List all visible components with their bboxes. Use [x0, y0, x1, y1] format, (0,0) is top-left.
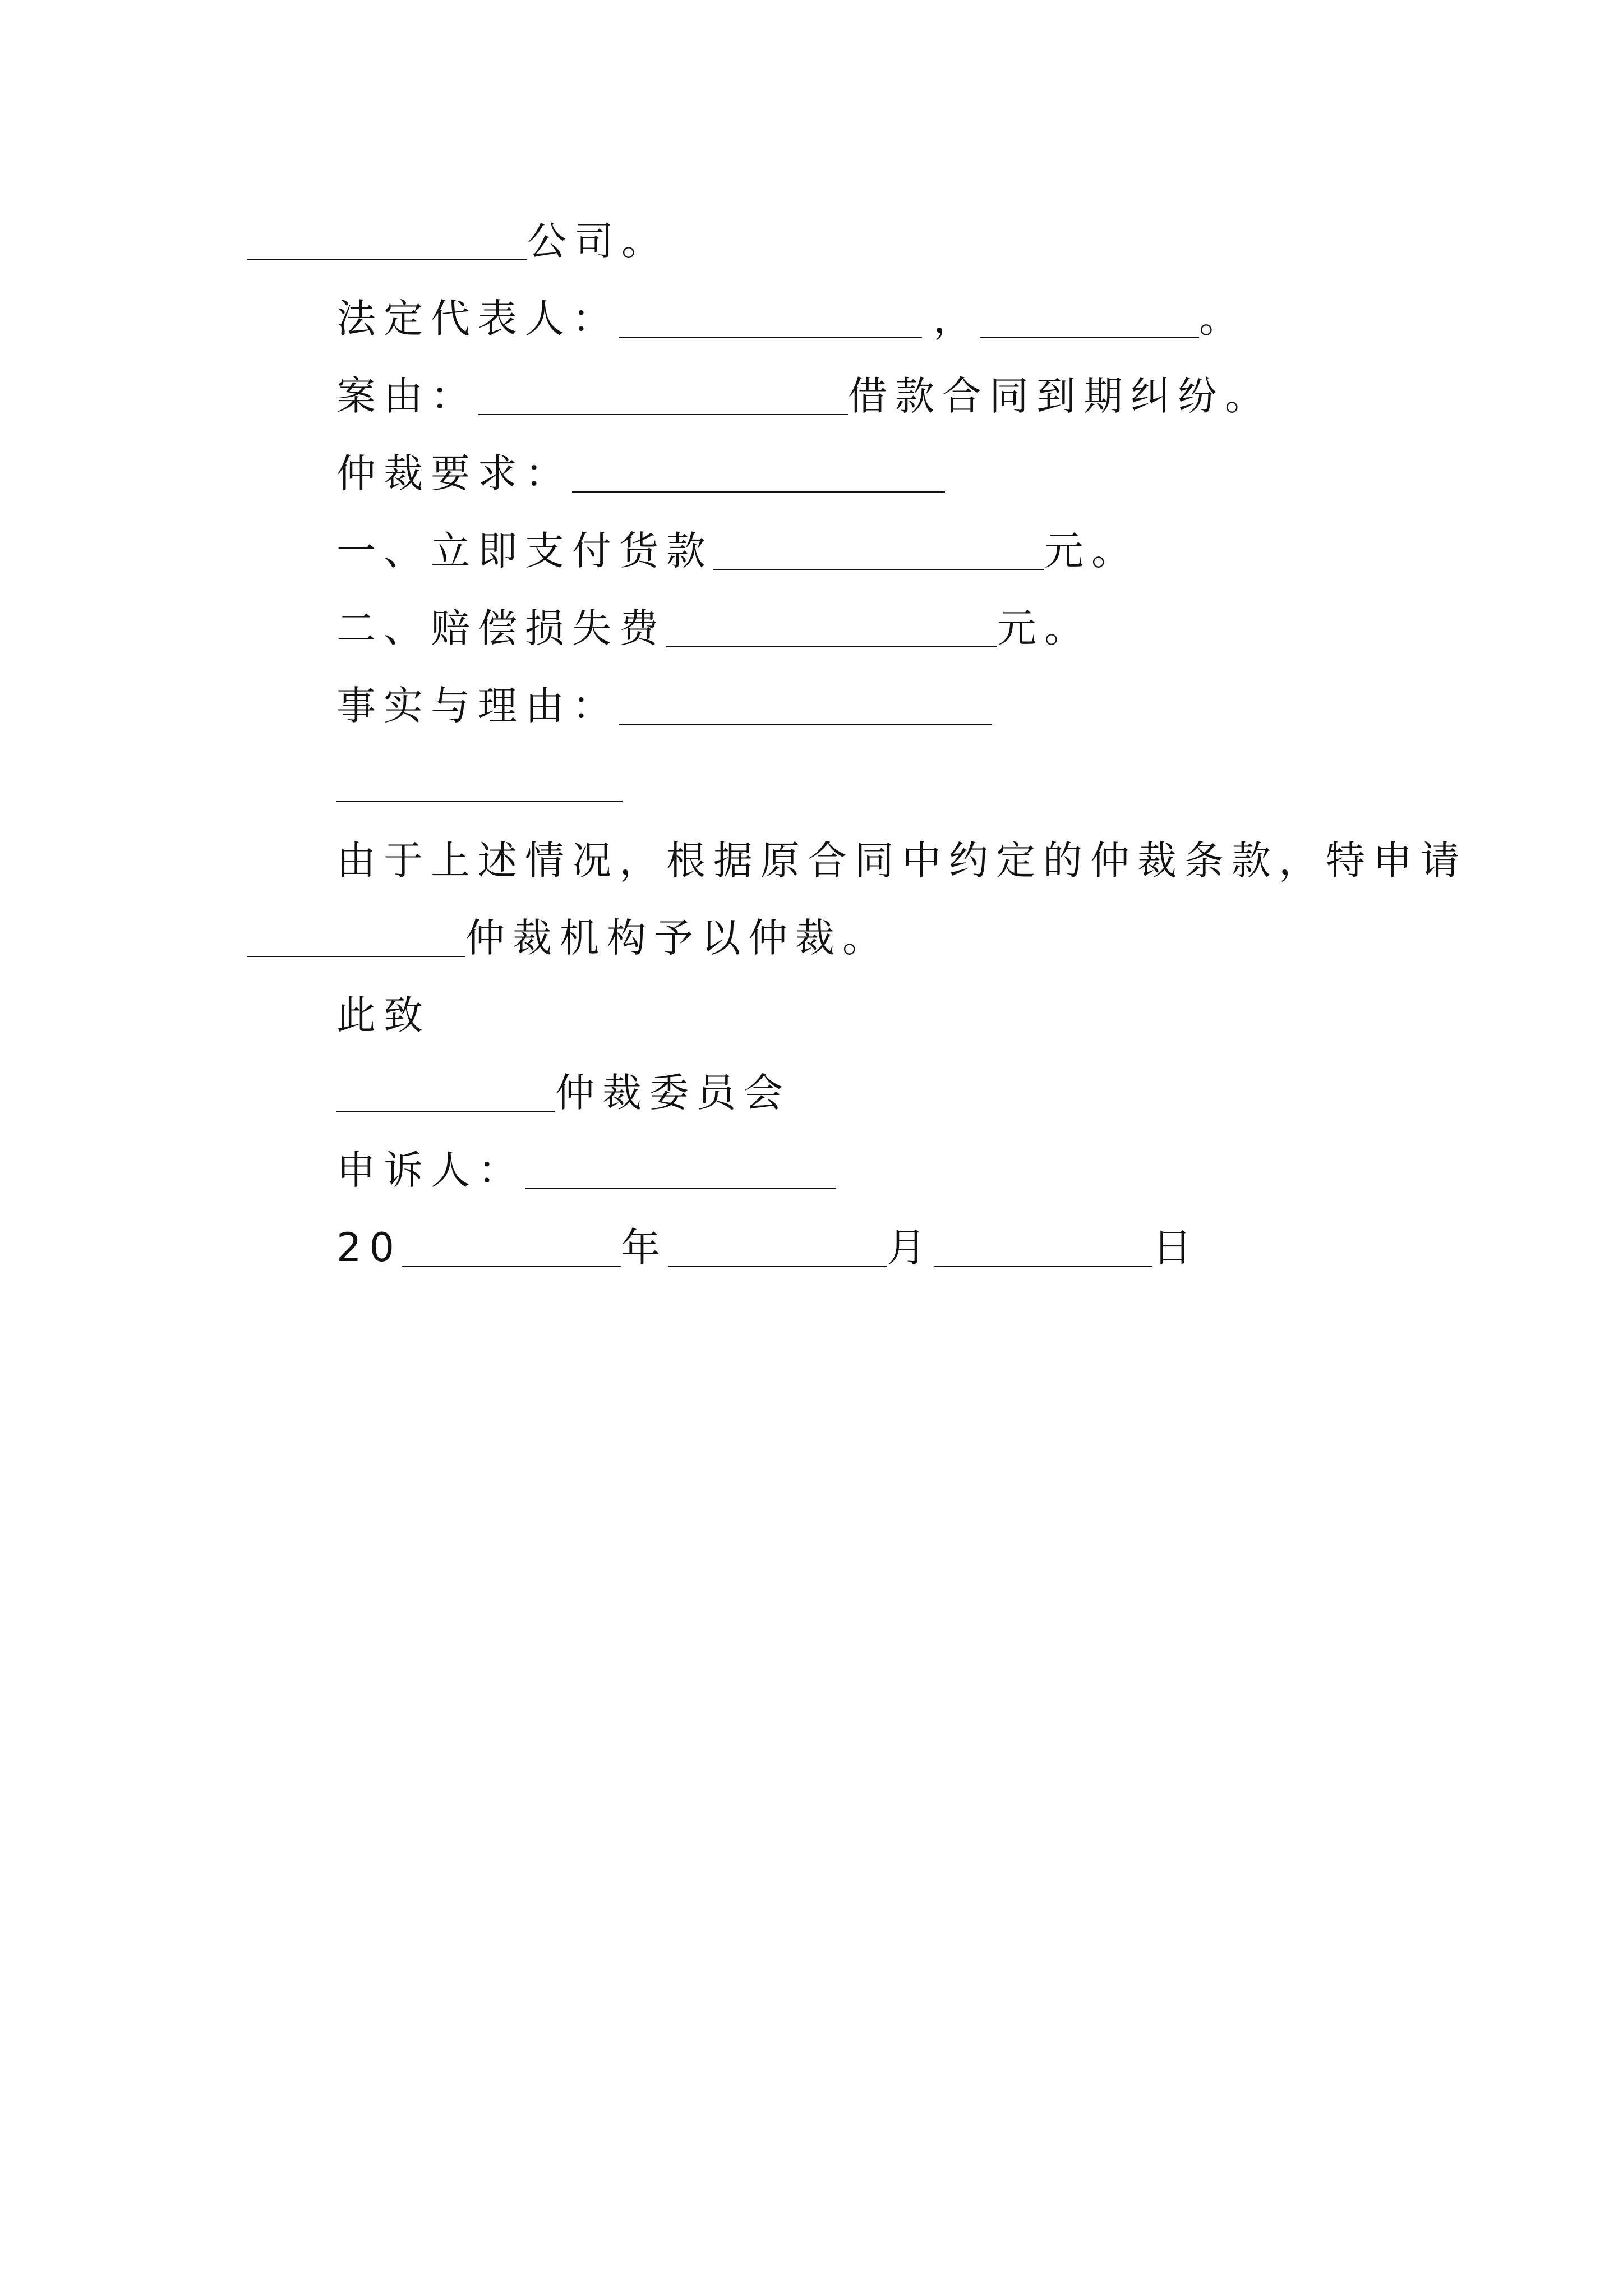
- facts-continuation-line: [336, 755, 623, 811]
- legal-representative-label: 法定代表人：: [336, 296, 619, 342]
- year-text: 年: [621, 1225, 668, 1271]
- payment-line: [336, 523, 1138, 579]
- legal-representative-line: [336, 291, 1246, 347]
- compensation-unit-text: 元。: [997, 605, 1091, 651]
- claimant-label: 申诉人：: [336, 1147, 525, 1193]
- claimant-blank: [525, 1188, 836, 1189]
- request-statement-text: 由于上述情况，根据原合同中约定的仲裁条款，特申请: [336, 838, 1467, 884]
- arbitration-body-line: [247, 910, 889, 966]
- legal-representative-blank: [619, 337, 922, 338]
- payment-unit-text: 元。: [1044, 528, 1138, 574]
- compensation-line: [336, 600, 1091, 656]
- arbitration-body-text: 仲裁机构予以仲裁。: [465, 915, 889, 961]
- facts-reasons-line: [336, 678, 992, 734]
- year-blank: [402, 1266, 621, 1267]
- facts-continuation-blank: [336, 801, 623, 802]
- claimant-line: [336, 1142, 836, 1198]
- facts-reasons-label: 事实与理由：: [336, 683, 619, 729]
- year-prefix-text: 20: [336, 1225, 403, 1271]
- compensation-label: 二、赔偿损失费: [336, 605, 666, 651]
- arbitration-request-blank: [572, 491, 945, 493]
- month-blank: [668, 1266, 887, 1267]
- company-suffix-text: 公司。: [527, 218, 668, 264]
- case-cause-line: [336, 368, 1272, 424]
- company-line: [247, 213, 668, 269]
- case-cause-blank: [478, 414, 848, 415]
- day-blank: [934, 1266, 1152, 1267]
- request-statement-line: [336, 832, 1467, 889]
- date-line: [336, 1220, 1200, 1276]
- case-cause-label: 案由：: [336, 373, 478, 419]
- case-cause-text: 借款合同到期纠纷。: [848, 373, 1272, 419]
- comma-text: ，: [933, 296, 980, 342]
- compensation-amount-blank: [666, 646, 997, 647]
- salutation-text: 此致: [336, 992, 431, 1038]
- month-text: 月: [887, 1225, 934, 1271]
- legal-representative-title-blank: [980, 337, 1199, 338]
- salutation-line: [336, 987, 431, 1043]
- arbitration-body-blank: [247, 956, 465, 957]
- arbitration-request-label: 仲裁要求：: [336, 450, 572, 496]
- committee-text: 仲裁委员会: [555, 1070, 791, 1116]
- facts-reasons-blank: [619, 724, 992, 725]
- committee-name-blank: [336, 1111, 555, 1112]
- committee-line: [336, 1065, 791, 1121]
- period-text: 。: [1199, 296, 1246, 342]
- payment-label: 一、立即支付货款: [336, 528, 713, 574]
- payment-amount-blank: [713, 569, 1044, 570]
- arbitration-request-line: [336, 445, 945, 501]
- day-text: 日: [1152, 1225, 1200, 1271]
- company-name-blank: [247, 259, 527, 260]
